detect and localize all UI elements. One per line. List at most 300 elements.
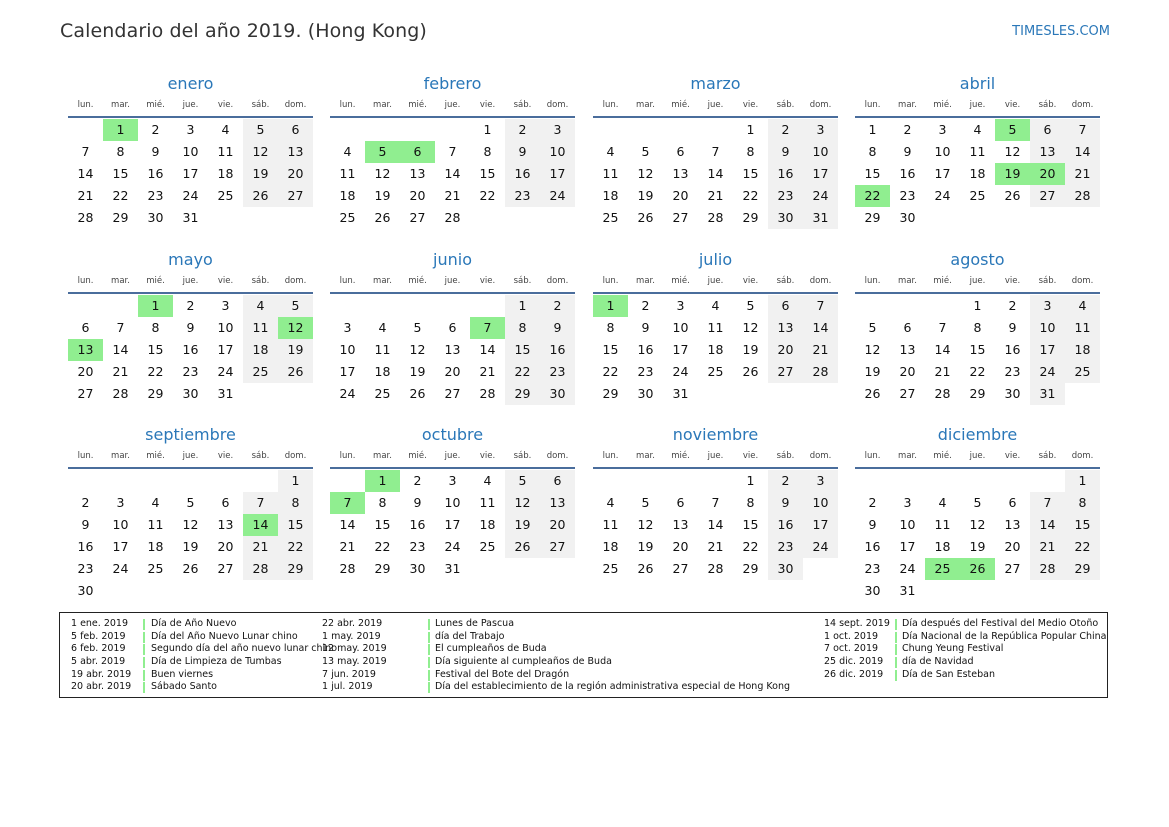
day-cell: 25 [339, 210, 356, 225]
day-cell: 14 [707, 166, 724, 181]
empty-cell [400, 119, 435, 141]
weekday-label: dom. [284, 451, 307, 461]
day-cell: 27 [768, 361, 803, 383]
empty-cell [400, 295, 435, 317]
day-cell: 21 [707, 188, 724, 203]
day-cell: 18 [602, 539, 619, 554]
day-cell: 24 [934, 188, 951, 203]
legend-column [322, 618, 822, 694]
holiday-day: 5 [995, 119, 1030, 141]
holiday-day: 1 [365, 470, 400, 492]
day-cell: 1 [973, 298, 982, 313]
day-cell: 17 [444, 517, 461, 532]
holiday-legend [59, 612, 1108, 698]
empty-cell [628, 119, 663, 141]
day-cell: 2 [903, 122, 912, 137]
empty-cell [68, 295, 103, 317]
legend-item [322, 631, 822, 644]
holiday-date: 6 feb. 2019 [71, 643, 126, 655]
day-cell: 5 [641, 495, 650, 510]
weekday-header [330, 446, 575, 469]
site-link[interactable]: TIMESLES.COM [1012, 24, 1110, 39]
day-cell: 9 [151, 144, 160, 159]
day-cell: 10 [112, 517, 129, 532]
day-cell: 16 [899, 166, 916, 181]
day-cell: 8 [483, 144, 492, 159]
holiday-day: 14 [243, 514, 278, 536]
holiday-day: 13 [68, 339, 103, 361]
holiday-day: 6 [400, 141, 435, 163]
weekday-label: mié. [933, 100, 952, 110]
weekday-label: mié. [933, 451, 952, 461]
weekday-label: dom. [809, 451, 832, 461]
holiday-marker [143, 670, 145, 681]
day-cell: 16 [768, 163, 803, 185]
weekday-label: dom. [1071, 100, 1094, 110]
day-cell: 11 [147, 517, 164, 532]
empty-cell [435, 295, 470, 317]
holiday-marker [143, 644, 145, 655]
day-cell: 14 [112, 342, 129, 357]
day-cell: 10 [444, 495, 461, 510]
day-cell: 18 [934, 539, 951, 554]
day-cell: 9 [540, 317, 575, 339]
day-cell: 27 [444, 386, 461, 401]
holiday-date: 1 ene. 2019 [71, 618, 128, 629]
weekday-label: vie. [217, 451, 234, 461]
day-cell: 11 [969, 144, 986, 159]
day-cell: 7 [711, 495, 720, 510]
day-cell: 11 [374, 342, 391, 357]
legend-column [824, 618, 1107, 681]
month-name: febrero [423, 74, 482, 93]
day-cell: 25 [374, 386, 391, 401]
day-cell: 15 [1065, 514, 1100, 536]
empty-cell [925, 295, 960, 317]
day-cell: 28 [444, 210, 461, 225]
day-cell: 17 [339, 364, 356, 379]
day-cell: 26 [1004, 188, 1021, 203]
day-cell: 30 [637, 386, 654, 401]
day-cell: 22 [742, 188, 759, 203]
weekday-label: dom. [1071, 451, 1094, 461]
day-grid [68, 470, 313, 602]
month-abril [855, 73, 1100, 229]
day-cell: 22 [479, 188, 496, 203]
holiday-date: 7 oct. 2019 [824, 643, 879, 655]
holiday-marker [895, 632, 897, 643]
weekday-header [593, 271, 838, 294]
day-grid [855, 470, 1100, 602]
holiday-date: 20 abr. 2019 [71, 681, 132, 693]
day-cell: 8 [746, 495, 755, 510]
day-cell: 5 [746, 298, 755, 313]
day-cell: 19 [637, 539, 654, 554]
day-cell: 6 [903, 320, 912, 335]
day-cell: 22 [374, 539, 391, 554]
weekday-label: dom. [809, 100, 832, 110]
day-cell: 27 [1030, 185, 1065, 207]
legend-item [322, 669, 822, 682]
day-cell: 29 [742, 210, 759, 225]
day-cell: 17 [1030, 339, 1065, 361]
month-junio [330, 249, 575, 405]
day-cell: 19 [409, 364, 426, 379]
day-cell: 16 [768, 514, 803, 536]
day-cell: 7 [803, 295, 838, 317]
weekday-header [68, 446, 313, 469]
day-cell: 10 [1030, 317, 1065, 339]
day-cell: 10 [540, 141, 575, 163]
day-cell: 25 [969, 188, 986, 203]
day-cell: 8 [116, 144, 125, 159]
day-cell: 20 [540, 514, 575, 536]
weekday-label: mar. [111, 451, 130, 461]
day-cell: 19 [742, 342, 759, 357]
day-cell: 12 [637, 517, 654, 532]
day-cell: 16 [182, 342, 199, 357]
month-name: julio [698, 250, 733, 269]
weekday-label: jue. [182, 451, 199, 461]
day-cell: 23 [1004, 364, 1021, 379]
day-cell: 30 [540, 383, 575, 405]
day-cell: 28 [803, 361, 838, 383]
holiday-name: Día de Año Nuevo [151, 618, 237, 629]
weekday-label: vie. [1004, 100, 1021, 110]
day-cell: 25 [602, 561, 619, 576]
day-cell: 21 [339, 539, 356, 554]
weekday-label: jue. [444, 100, 461, 110]
month-name: junio [433, 250, 472, 269]
day-cell: 12 [374, 166, 391, 181]
day-cell: 6 [278, 119, 313, 141]
day-cell: 21 [934, 364, 951, 379]
weekday-label: mar. [636, 276, 655, 286]
day-cell: 10 [899, 517, 916, 532]
empty-cell [330, 119, 365, 141]
day-cell: 20 [672, 188, 689, 203]
day-cell: 2 [641, 298, 650, 313]
day-cell: 29 [742, 561, 759, 576]
weekday-label: vie. [1004, 451, 1021, 461]
legend-item [322, 681, 822, 694]
day-cell: 2 [505, 119, 540, 141]
day-cell: 23 [768, 536, 803, 558]
day-cell: 4 [973, 122, 982, 137]
legend-item [824, 643, 1104, 656]
day-cell: 7 [711, 144, 720, 159]
empty-cell [698, 119, 733, 141]
empty-cell [663, 119, 698, 141]
weekday-header [68, 95, 313, 118]
day-cell: 3 [448, 473, 457, 488]
day-cell: 29 [1065, 558, 1100, 580]
day-cell: 1 [746, 122, 755, 137]
day-cell: 16 [540, 339, 575, 361]
legend-item [71, 631, 351, 644]
day-cell: 2 [868, 495, 877, 510]
day-cell: 17 [112, 539, 129, 554]
day-cell: 23 [899, 188, 916, 203]
empty-cell [1030, 470, 1065, 492]
day-cell: 18 [479, 517, 496, 532]
weekday-label: jue. [182, 100, 199, 110]
day-cell: 2 [81, 495, 90, 510]
day-cell: 22 [505, 361, 540, 383]
day-cell: 3 [343, 320, 352, 335]
month-octubre [330, 424, 575, 580]
empty-cell [365, 295, 400, 317]
day-cell: 4 [483, 473, 492, 488]
empty-cell [365, 119, 400, 141]
weekday-label: vie. [217, 276, 234, 286]
day-cell: 6 [676, 495, 685, 510]
day-cell: 1 [868, 122, 877, 137]
day-cell: 30 [899, 210, 916, 225]
holiday-day: 26 [960, 558, 995, 580]
day-cell: 4 [343, 144, 352, 159]
day-cell: 22 [112, 188, 129, 203]
weekday-label: lun. [864, 276, 881, 286]
day-cell: 20 [899, 364, 916, 379]
day-cell: 9 [868, 517, 877, 532]
day-grid [330, 470, 575, 580]
day-cell: 25 [707, 364, 724, 379]
day-cell: 17 [803, 514, 838, 536]
holiday-day: 1 [103, 119, 138, 141]
month-name: noviembre [672, 425, 759, 444]
day-cell: 29 [278, 558, 313, 580]
day-cell: 20 [672, 539, 689, 554]
month-diciembre [855, 424, 1100, 602]
holiday-name: día del Trabajo [435, 630, 505, 642]
holiday-marker [428, 644, 430, 655]
weekday-label: lun. [602, 100, 619, 110]
day-cell: 5 [973, 495, 982, 510]
weekday-label: sáb. [1038, 276, 1057, 286]
month-noviembre [593, 424, 838, 580]
day-cell: 3 [221, 298, 230, 313]
holiday-date: 1 may. 2019 [322, 630, 381, 642]
day-cell: 2 [540, 295, 575, 317]
day-cell: 27 [217, 561, 234, 576]
day-cell: 1 [746, 473, 755, 488]
day-cell: 26 [278, 361, 313, 383]
day-cell: 21 [77, 188, 94, 203]
day-cell: 5 [868, 320, 877, 335]
day-cell: 7 [116, 320, 125, 335]
weekday-label: mié. [933, 276, 952, 286]
day-cell: 27 [672, 210, 689, 225]
day-cell: 11 [602, 517, 619, 532]
day-cell: 13 [540, 492, 575, 514]
month-febrero [330, 73, 575, 229]
holiday-name: Segundo día del año nuevo lunar chino [151, 643, 338, 655]
day-cell: 18 [707, 342, 724, 357]
day-cell: 21 [112, 364, 129, 379]
day-cell: 15 [969, 342, 986, 357]
weekday-label: lun. [864, 100, 881, 110]
weekday-label: jue. [444, 451, 461, 461]
day-cell: 19 [374, 188, 391, 203]
day-cell: 30 [409, 561, 426, 576]
day-cell: 26 [637, 561, 654, 576]
day-cell: 3 [903, 495, 912, 510]
day-cell: 20 [409, 188, 426, 203]
day-cell: 23 [77, 561, 94, 576]
day-cell: 4 [711, 298, 720, 313]
weekday-label: sáb. [776, 276, 795, 286]
legend-item [71, 643, 351, 656]
day-cell: 26 [243, 185, 278, 207]
day-grid [593, 295, 838, 405]
legend-item [71, 681, 351, 694]
day-cell: 18 [147, 539, 164, 554]
weekday-label: vie. [1004, 276, 1021, 286]
day-cell: 16 [409, 517, 426, 532]
day-cell: 15 [112, 166, 129, 181]
weekday-label: vie. [742, 451, 759, 461]
day-grid [593, 470, 838, 580]
day-cell: 24 [672, 364, 689, 379]
weekday-label: jue. [444, 276, 461, 286]
day-cell: 18 [243, 339, 278, 361]
holiday-name: El cumpleaños de Buda [435, 643, 547, 655]
day-cell: 13 [278, 141, 313, 163]
day-cell: 3 [116, 495, 125, 510]
day-cell: 27 [540, 536, 575, 558]
day-cell: 26 [374, 210, 391, 225]
month-name: enero [167, 74, 214, 93]
empty-cell [243, 470, 278, 492]
empty-cell [68, 119, 103, 141]
day-cell: 16 [637, 342, 654, 357]
day-cell: 11 [602, 166, 619, 181]
day-cell: 21 [479, 364, 496, 379]
weekday-label: jue. [182, 276, 199, 286]
weekday-label: lun. [77, 100, 94, 110]
day-cell: 22 [742, 539, 759, 554]
holiday-date: 5 abr. 2019 [71, 656, 126, 668]
holiday-marker [895, 644, 897, 655]
day-cell: 4 [1065, 295, 1100, 317]
day-cell: 30 [768, 207, 803, 229]
weekday-label: sáb. [776, 451, 795, 461]
day-cell: 7 [1030, 492, 1065, 514]
weekday-label: sáb. [776, 100, 795, 110]
day-cell: 30 [147, 210, 164, 225]
holiday-name: Chung Yeung Festival [902, 643, 1004, 655]
day-cell: 17 [540, 163, 575, 185]
holiday-date: 1 oct. 2019 [824, 630, 879, 642]
day-grid [330, 295, 575, 405]
weekday-header [330, 271, 575, 294]
day-cell: 24 [444, 539, 461, 554]
empty-cell [890, 295, 925, 317]
weekday-label: sáb. [251, 100, 270, 110]
weekday-label: dom. [809, 276, 832, 286]
day-cell: 16 [505, 163, 540, 185]
month-agosto [855, 249, 1100, 405]
day-cell: 28 [339, 561, 356, 576]
day-cell: 26 [182, 561, 199, 576]
day-cell: 29 [505, 383, 540, 405]
day-cell: 11 [707, 320, 724, 335]
day-cell: 1 [483, 122, 492, 137]
empty-cell [68, 470, 103, 492]
empty-cell [593, 119, 628, 141]
day-cell: 8 [505, 317, 540, 339]
day-cell: 31 [803, 207, 838, 229]
day-cell: 8 [378, 495, 387, 510]
empty-cell [855, 295, 890, 317]
weekday-label: sáb. [513, 100, 532, 110]
day-cell: 30 [77, 583, 94, 598]
legend-item [322, 643, 822, 656]
day-cell: 6 [1008, 495, 1017, 510]
weekday-label: mar. [636, 451, 655, 461]
day-cell: 21 [707, 539, 724, 554]
day-cell: 31 [672, 386, 689, 401]
empty-cell [995, 470, 1030, 492]
day-cell: 18 [217, 166, 234, 181]
holiday-day: 20 [1030, 163, 1065, 185]
weekday-label: vie. [217, 100, 234, 110]
day-cell: 2 [768, 470, 803, 492]
day-cell: 7 [448, 144, 457, 159]
day-cell: 14 [479, 342, 496, 357]
holiday-date: 12 may. 2019 [322, 643, 387, 655]
holiday-date: 13 may. 2019 [322, 656, 387, 668]
day-cell: 23 [864, 561, 881, 576]
weekday-label: mié. [408, 451, 427, 461]
day-cell: 24 [217, 364, 234, 379]
day-cell: 17 [899, 539, 916, 554]
day-cell: 4 [243, 295, 278, 317]
day-cell: 16 [147, 166, 164, 181]
day-cell: 15 [602, 342, 619, 357]
holiday-marker [428, 670, 430, 681]
day-cell: 25 [479, 539, 496, 554]
day-cell: 1 [1065, 470, 1100, 492]
day-cell: 10 [803, 141, 838, 163]
day-cell: 7 [243, 492, 278, 514]
day-cell: 20 [217, 539, 234, 554]
day-cell: 4 [378, 320, 387, 335]
weekday-label: mar. [373, 100, 392, 110]
holiday-day: 19 [995, 163, 1030, 185]
day-cell: 22 [602, 364, 619, 379]
empty-cell [890, 470, 925, 492]
day-cell: 15 [147, 342, 164, 357]
day-cell: 8 [606, 320, 615, 335]
day-cell: 14 [934, 342, 951, 357]
weekday-label: lun. [339, 451, 356, 461]
day-cell: 11 [479, 495, 496, 510]
empty-cell [855, 470, 890, 492]
day-cell: 13 [444, 342, 461, 357]
day-cell: 26 [637, 210, 654, 225]
holiday-day: 25 [925, 558, 960, 580]
holiday-name: Día Nacional de la República Popular China [902, 630, 1107, 642]
day-cell: 24 [803, 185, 838, 207]
legend-item [322, 618, 822, 631]
day-cell: 28 [77, 210, 94, 225]
holiday-marker [143, 657, 145, 668]
empty-cell [628, 470, 663, 492]
day-cell: 28 [707, 210, 724, 225]
weekday-header [593, 446, 838, 469]
